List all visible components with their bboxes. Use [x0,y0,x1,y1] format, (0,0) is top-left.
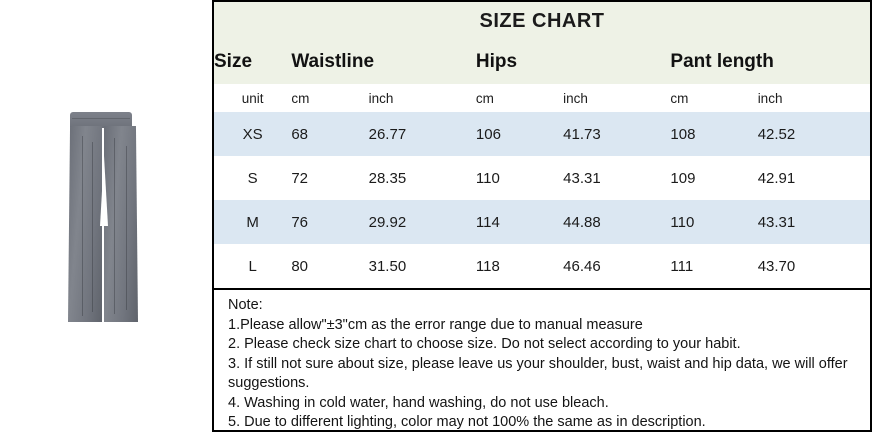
cell-hips-inch: 46.46 [563,257,601,275]
cell-waist-cm: 68 [291,125,308,143]
notes-section [214,290,870,432]
cell-hips-cm: 114 [475,213,500,231]
cell-length-cm: 108 [670,125,696,143]
cell-hips-cm: 118 [475,257,500,275]
pants-waist-seam [72,118,130,119]
size-chart-block [212,0,872,432]
cell-size: L [248,257,257,275]
cell-hips-inch: 44.88 [563,213,601,231]
pants-left-leg [68,126,102,322]
unit-label: unit [241,90,264,106]
pants-fold-line [82,136,83,316]
table-unit-row [214,84,870,112]
size-chart-table [214,40,870,288]
column-header-pant-length: Pant length [670,51,774,72]
cell-waist-cm: 72 [291,169,308,187]
note-line-2: 2. Please check size chart to choose size. Do not select according to your habit. [228,336,741,352]
note-line-4: 4. Washing in cold water, hand washing, do not use bleach. [228,394,609,411]
cell-size: S [247,169,258,187]
cell-length-inch: 43.70 [757,257,796,275]
table-row [214,244,870,288]
cell-length-cm: 110 [670,213,695,231]
cell-hips-inch: 41.73 [563,125,601,143]
table-group-header-row [214,40,870,84]
cell-waist-inch: 31.50 [368,257,407,275]
cell-size: XS [242,125,263,143]
pants-fold-line [114,138,115,314]
cell-length-inch: 42.52 [757,125,796,143]
table-row [214,156,870,200]
note-line-1: 1.Please allow"±3"cm as the error range due to manual measure [228,316,643,333]
notes-heading: Note: [228,297,263,313]
column-header-hips: Hips [475,51,518,72]
cell-length-cm: 109 [670,169,696,187]
cell-length-inch: 43.31 [757,213,796,231]
grey-wide-leg-pants-photo [56,112,152,322]
cell-length-cm: 111 [670,257,694,275]
unit-length-cm: cm [670,90,689,106]
unit-hips-cm: cm [475,90,494,106]
cell-length-inch: 42.91 [757,169,796,187]
pants-waistband [70,112,132,128]
cell-waist-cm: 80 [291,257,308,275]
unit-hips-inch: inch [563,90,588,106]
unit-waist-inch: inch [368,90,394,106]
table-row [214,200,870,244]
table-row [214,112,870,156]
pants-fold-line [126,146,127,310]
column-header-waistline: Waistline [291,51,375,72]
pants-right-leg [104,126,138,322]
cell-hips-cm: 106 [475,125,501,143]
pants-fold-line [92,142,93,312]
cell-hips-cm: 110 [475,169,500,187]
note-line-5: 5. Due to different lighting, color may not 100% the same as in description. [228,414,706,430]
unit-waist-cm: cm [291,90,310,106]
cell-waist-inch: 28.35 [368,169,407,187]
page-title: SIZE CHART [214,2,870,40]
product-image-panel [0,0,213,432]
note-line-3: 3. If still not sure about size, please leave us your shoulder, bust, waist and hip data, we will offer suggestions. [228,355,852,391]
cell-waist-cm: 76 [291,213,308,231]
column-header-size: Size [214,51,253,72]
cell-waist-inch: 29.92 [368,213,407,231]
cell-waist-inch: 26.77 [368,125,407,143]
cell-hips-inch: 43.31 [563,169,601,187]
cell-size: M [246,213,259,231]
unit-length-inch: inch [757,90,783,106]
